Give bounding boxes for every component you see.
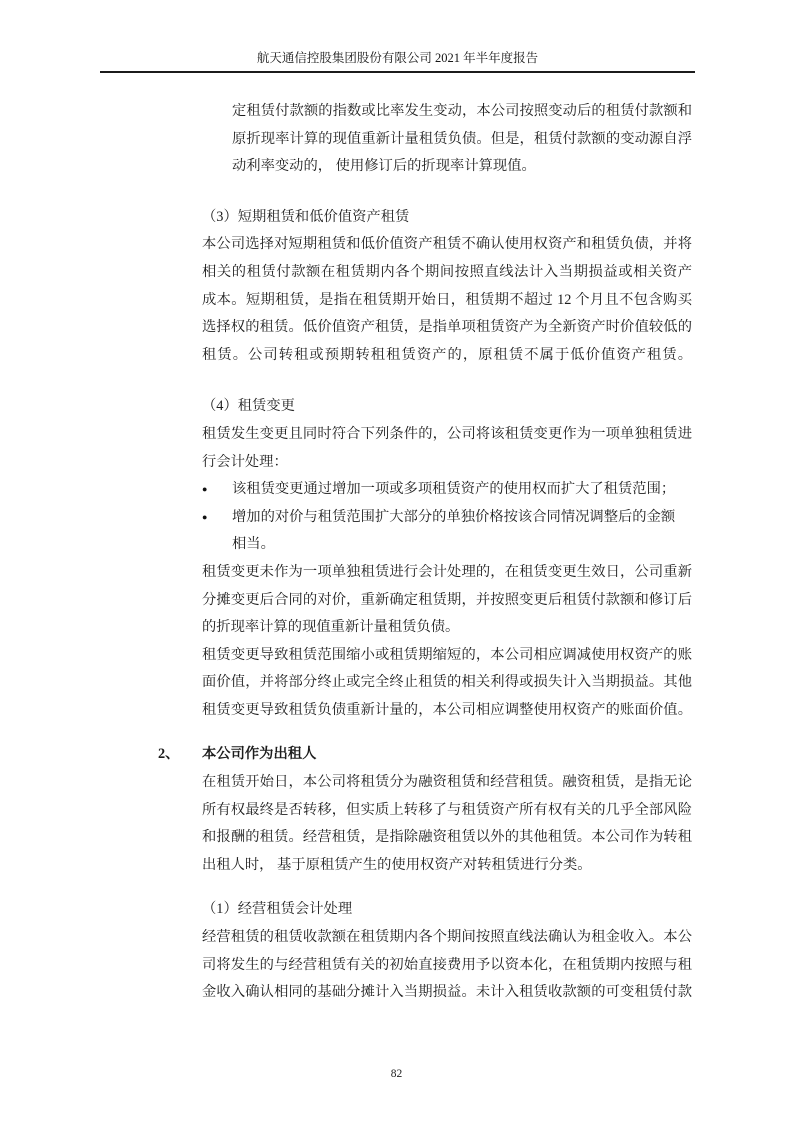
text-line: 本公司选择对短期租赁和低价值资产租赁不确认使用权资产和租赁负债，并将 [202,236,692,253]
page-number: 82 [390,1068,403,1080]
text-line: 分摊变更后合同的对价，重新确定租赁期，并按照变更后租赁付款额和修订后 [202,591,692,608]
text-line: 租赁变更导致租赁范围缩小或租赁期缩短的，本公司相应调减使用权资产的账 [202,646,692,663]
text-line: 租赁。公司转租或预期转租租赁资产的，原租赁不属于低价值资产租赁。 [202,346,692,363]
text-line: 租赁发生变更且同时符合下列条件的，公司将该租赁变更作为一项单独租赁进 [202,425,692,442]
text-line: 在租赁开始日，本公司将租赁分为融资租赁和经营租赁。融资租赁，是指无论 [202,774,692,791]
text-line: 司将发生的与经营租赁有关的初始直接费用予以资本化，在租赁期内按照与租 [202,956,692,973]
text-line: 动利率变动的， 使用修订后的折现率计算现值。 [232,158,536,175]
header-divider-line [100,71,695,73]
text-line: 租赁变更未作为一项单独租赁进行会计处理的，在租赁变更生效日，公司重新 [202,563,692,580]
text-line: 出租人时， 基于原租赁产生的使用权资产对转租赁进行分类。 [202,856,592,873]
heading-company-as-lessor [158,741,698,769]
text-line: 所有权最终是否转移，但实质上转移了与租赁资产所有权有关的几乎全部风险 [202,801,692,818]
text-line: 选择权的租赁。低价值资产租赁，是指单项租赁资产为全新资产时价值较低的 [202,319,692,336]
text-line: 租赁变更导致租赁负债重新计量的，本公司相应调整使用权资产的账面价值。 [202,701,692,718]
bullet-icon: ● [202,511,208,522]
text-line: 的折现率计算的现值重新计量租赁负债。 [202,619,460,636]
bullet-item-consideration [202,504,692,559]
text-line: 增加的对价与租赁范围扩大部分的单独价格按该合同情况调整后的金额 [232,508,676,525]
text-line: 金收入确认相同的基础分摊计入当期损益。未计入租赁收款额的可变租赁付款 [202,984,692,1001]
report-header-title: 航天通信控股集团股份有限公司 2021 年半年度报告 [256,51,539,65]
text-line: 该租赁变更通过增加一项或多项租赁资产的使用权而扩大了租赁范围； [232,481,676,498]
text-line: 经营租赁的租赁收款额在租赁期内各个期间按照直线法确认为租金收入。本公 [202,929,692,946]
paragraph-short-term-lease [202,231,692,369]
text-line: 原折现率计算的现值重新计量租赁负债。但是，租赁付款额的变动源自浮 [232,130,692,147]
heading-lease-modification: （4）租赁变更 [202,398,295,415]
paragraph-scope-reduction [202,642,692,725]
paragraph-modification-intro [202,421,692,476]
heading-short-term-lease: （3）短期租赁和低价值资产租赁 [202,208,410,225]
text-line: 行会计处理： [202,453,288,470]
text-line: 相当。 [232,536,275,553]
text-line: 和报酬的租赁。经营租赁，是指除融资租赁以外的其他租赁。本公司作为转租 [202,829,692,846]
bullet-item-scope-expand [202,476,692,504]
document-body [158,98,698,1007]
paragraph-not-separate-lease [202,559,692,642]
heading-operating-lease-accounting: （1）经营租赁会计处理 [202,901,353,918]
heading-text: 本公司作为出租人 [202,746,317,763]
text-line: 成本。短期租赁，是指在租赁期开始日，租赁期不超过 12 个月且不包含购买 [202,291,692,308]
text-line: 相关的租赁付款额在租赁期内各个期间按照直线法计入当期损益或相关资产 [202,263,692,280]
heading-number: 2、 [158,746,180,763]
bullet-icon: ● [202,484,208,495]
paragraph-lessor-classification [202,769,692,879]
paragraph-index-rate-change [232,98,692,181]
paragraph-operating-lease [202,924,692,1007]
text-line: 定租赁付款额的指数或比率发生变动，本公司按照变动后的租赁付款额和 [232,103,692,119]
text-line: 面价值，并将部分终止或完全终止租赁的相关利得或损失计入当期损益。其他 [202,674,692,691]
